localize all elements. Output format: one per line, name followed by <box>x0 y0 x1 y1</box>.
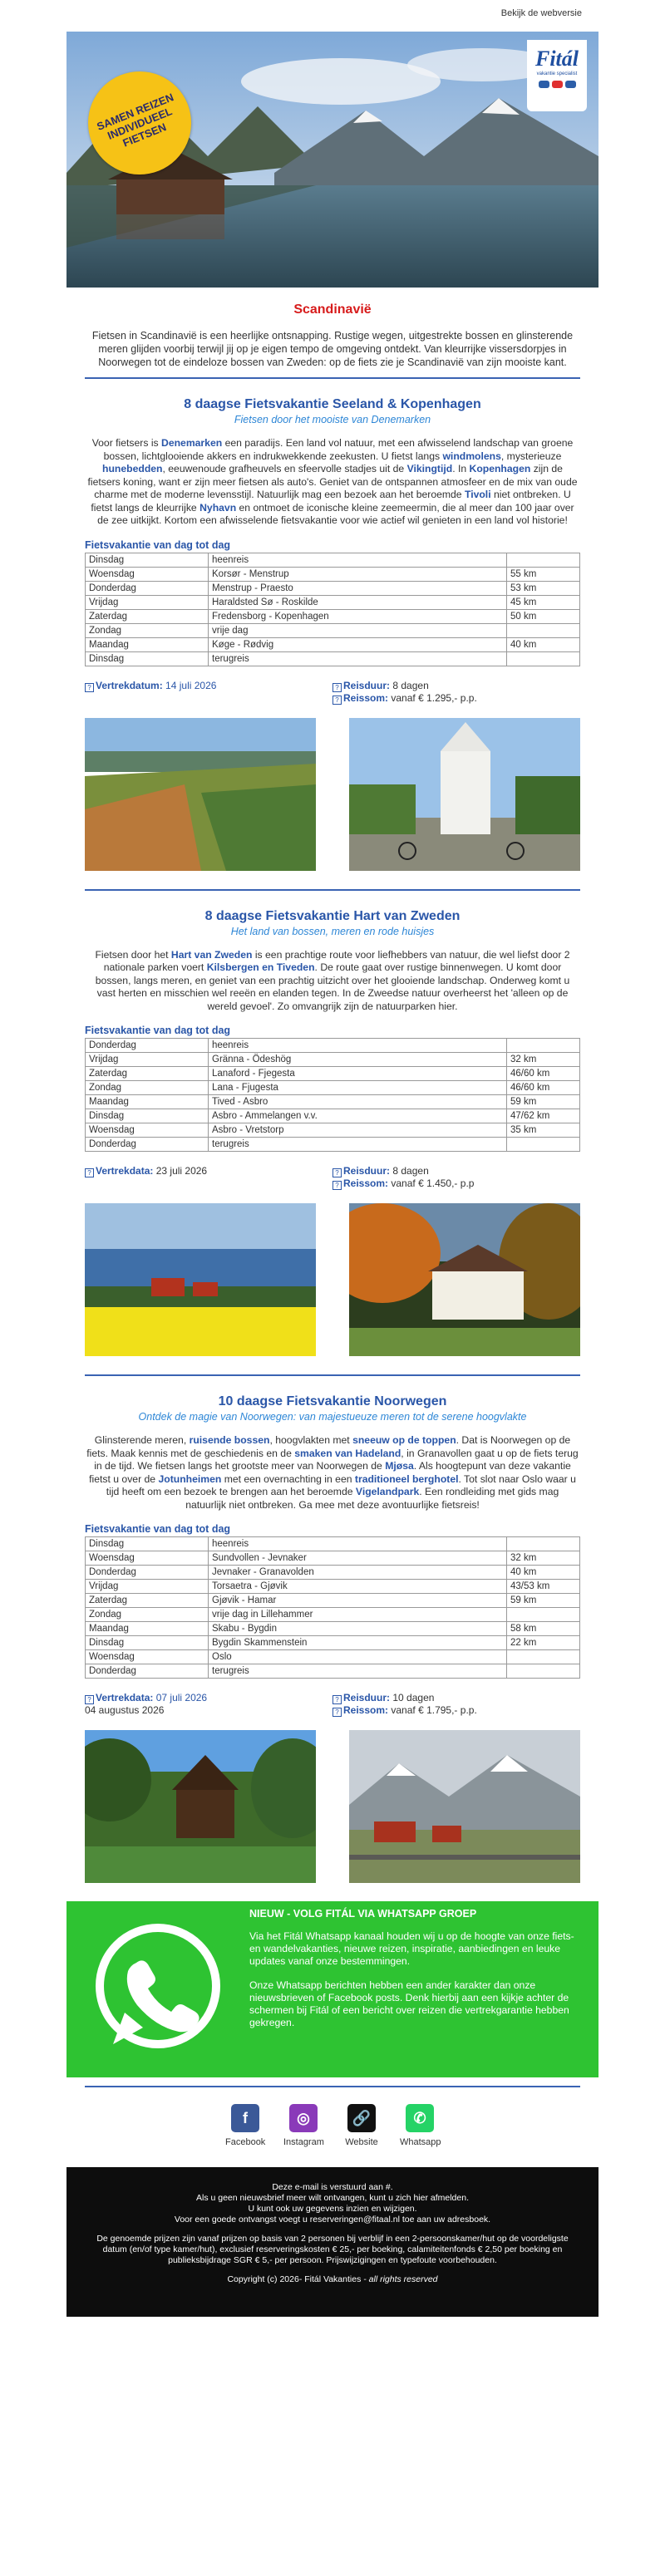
photo-fields[interactable] <box>85 718 316 871</box>
trip-meta: ? Vertrekdata: 23 juli 2026 ? Reisduur: 8 dagen ? Reissom: vanaf € 1.450,- p.p <box>85 1165 580 1190</box>
schedule-title: Fietsvakantie van dag tot dag <box>85 538 231 551</box>
trip-title[interactable]: 10 daagse Fietsvakantie Noorwegen <box>218 1394 447 1408</box>
social-website[interactable]: 🔗 Website <box>342 2104 382 2147</box>
whatsapp-promo <box>66 1901 598 2077</box>
trip-seeland-kopenhagen <box>66 379 598 871</box>
table-row: Maandag Skabu - Bygdin 58 km <box>86 1622 580 1636</box>
trip-description: Glinsterende meren, ruisende bossen, hoogvlakten met sneeuw op de toppen. Dat is Noorwegen op de fiets. Maak kennis met de geschiedenis en de smaken van Hadeland, in Granavollen gaat u op de fiets terug in de tijd. We fietsen langs het grootste meer van Noorwegen de Mjøsa. Als hoogtepunt van deze vakantie fietst u over de Jotunheimen met een overnachting in een traditioneel berghotel. Tot slot naar Oslo waar u tijd heeft om een bezoek te brengen aan het beroemde Vigelandpark. Een rondleiding met gids mag natuurlijk niet ontbreken. Ga mee met deze avontuurlijke fietsreis! <box>86 1434 579 1511</box>
duration: 10 dagen <box>392 1692 435 1703</box>
table-row: Dinsdag Asbro - Ammelangen v.v. 47/62 km <box>86 1109 580 1123</box>
info-icon: ? <box>332 1181 342 1190</box>
table-row: Woensdag Oslo <box>86 1650 580 1664</box>
info-icon: ? <box>332 683 342 692</box>
trip-photos <box>85 718 580 871</box>
trip-description: Fietsen door het Hart van Zweden is een prachtige route voor liefhebbers van natuur, die wel liefst door 2 nationale parken voert Kilsbergen en Tiveden. De route gaat over rustige binnenwegen. U komt door bossen, langs meren, en geniet van een prachtig uitzicht over het glooiende landschap. Onderweg komt u vast herten en misschien wel reeën en elanden tegen. In de Zweedse natuur overheerst het 'alleen op de wereld gevoel'. Zo omvangrijk zijn de natuurparken hier. <box>95 948 570 1012</box>
info-icon: ? <box>332 1708 342 1717</box>
table-row: Vrijdag Haraldsted Sø - Roskilde 45 km <box>86 595 580 609</box>
table-row: Donderdag Menstrup - Praesto 53 km <box>86 581 580 595</box>
duration: 8 dagen <box>392 1165 429 1177</box>
trip-title[interactable]: 8 daagse Fietsvakantie Seeland & Kopenhagen <box>184 397 481 411</box>
trip-title[interactable]: 8 daagse Fietsvakantie Hart van Zweden <box>204 908 461 923</box>
schedule-title: Fietsvakantie van dag tot dag <box>85 1025 231 1036</box>
table-row: Dinsdag heenreis <box>86 1537 580 1551</box>
price: vanaf € 1.295,- p.p. <box>391 691 477 704</box>
topbar <box>66 0 598 32</box>
info-icon: ? <box>332 1695 342 1704</box>
trip-photos <box>85 1730 580 1883</box>
social-instagram[interactable]: ◎ Instagram <box>283 2104 323 2147</box>
whatsapp-icon[interactable] <box>66 1901 249 2077</box>
table-row: Woensdag Korsør - Menstrup 55 km <box>86 567 580 581</box>
info-icon: ? <box>85 1168 94 1177</box>
table-row: Dinsdag Bygdin Skammenstein 22 km <box>86 1636 580 1650</box>
table-row: Maandag Køge - Rødvig 40 km <box>86 637 580 651</box>
whatsapp-small-icon: ✆ <box>406 2104 434 2132</box>
schedule-title: Fietsvakantie van dag tot dag <box>85 1523 231 1535</box>
table-row: Zondag vrije dag <box>86 623 580 637</box>
info-icon: ? <box>85 683 94 692</box>
copyright: Copyright (c) 2026- Fitál Vakanties - all rights reserved <box>227 2274 438 2284</box>
info-icon: ? <box>85 1695 94 1704</box>
table-row: Zaterdag Fredensborg - Kopenhagen 50 km <box>86 609 580 623</box>
table-row: Donderdag terugreis <box>86 1664 580 1679</box>
trip-subtitle: Het land van bossen, meren en rode huisjes <box>230 925 435 937</box>
trip-subtitle: Ontdek de magie van Noorwegen: van majestueuze meren tot de serene hoogvlakte <box>138 1411 527 1423</box>
intro-text: Fietsen in Scandinavië is een heerlijke ontsnapping. Rustige wegen, uitgestrekte bossen en glinsterende meren glijden voorbij terwijl jij op je eigen tempo de omgeving ontdekt. Van kleurrijke vissersdorpjes in Noorwegen tot de eindeloze bossen van Zweden: op de fiets zie je Scandinavië van zijn mooiste kant. <box>91 330 574 368</box>
price: vanaf € 1.795,- p.p. <box>391 1704 477 1716</box>
schedule-table <box>85 553 580 666</box>
table-row: Donderdag heenreis <box>86 1039 580 1053</box>
hero-banner <box>66 32 598 288</box>
table-row: Zondag vrije dag in Lillehammer <box>86 1608 580 1622</box>
price: vanaf € 1.450,- p.p <box>391 1177 475 1189</box>
departure-date: 07 juli 2026 <box>155 1692 208 1703</box>
table-row: Zondag Lana - Fjugesta 46/60 km <box>86 1081 580 1095</box>
table-row: Vrijdag Gränna - Ödeshög 32 km <box>86 1053 580 1067</box>
webversion-link[interactable]: Bekijk de webversie <box>500 8 582 18</box>
table-row: Donderdag Jevnaker - Granavolden 40 km <box>86 1566 580 1580</box>
divider <box>85 2086 580 2087</box>
fital-logo[interactable]: Fitál vakantie specialist <box>527 40 587 111</box>
whatsapp-paragraph-1: Via het Fitál Whatsapp kanaal houden wij u op de hoogte van onze fiets- en wandelvakanties, nieuwe reizen, inspiratie, aanbiedingen en leuke updates vanaf onze bestemmingen. <box>249 1930 574 1967</box>
schedule-table <box>85 1038 580 1152</box>
table-row: Donderdag terugreis <box>86 1138 580 1152</box>
social-links <box>66 2104 598 2147</box>
intro-title: Scandinavië <box>293 302 372 317</box>
newsletter <box>66 0 598 2317</box>
instagram-icon: ◎ <box>289 2104 318 2132</box>
duration: 8 dagen <box>392 679 429 691</box>
trip-description: Voor fietsers is Denemarken een paradijs. Een land vol natuur, met een afwisselend landschap van groene bossen, lichtglooiende akkers en indrukwekkende zeekusten. U fietst langs windmolens, mysterieuze hunebedden, eeuwenoude grafheuvels en sfeervolle stadjes uit de Vikingtijd. In Kopenhagen zijn de fietsers koning, want er zijn meer fietsen als auto's. Geniet van de ontspannen atmosfeer en de mix van oude charme met de moderne levensstijl. Natuurlijk mag een bezoek aan het beroemde Tivoli niet ontbreken. U fietst langs de kleurrijke Nyhavn en ontmoet de iconische kleine zeemeermin, die al meer dan 100 jaar over de zee uitkijkt. Kortom een afwisselende fietsvakantie voor wie actief wil genieten in een land vol historie! <box>87 437 578 526</box>
social-whatsapp[interactable]: ✆ Whatsapp <box>400 2104 440 2147</box>
trip-noorwegen <box>66 1376 598 1883</box>
info-icon: ? <box>332 1168 342 1177</box>
trip-photos <box>85 1203 580 1356</box>
table-row: Maandag Tived - Asbro 59 km <box>86 1095 580 1109</box>
whatsapp-heading[interactable]: NIEUW - VOLG FITÁL VIA WHATSAPP GROEP <box>249 1908 477 1920</box>
table-row: Zaterdag Lanaford - Fjegesta 46/60 km <box>86 1067 580 1081</box>
manage-data-link[interactable]: U kunt ook uw gegevens inzien en wijzigen. <box>248 2204 417 2214</box>
footer-disclaimer: De genoemde prijzen zijn vanaf prijzen op basis van 2 personen bij verblijf in een 2-persoonskamer/hut op de voordeligste datum (en/of type kamer/hut), exclusief reserveringskosten € 25,- per boeking, calamiteitenfonds € 2,50 per boeking en publieksbijdrage SGR € 5,- per persoon. Prijswijzigingen en typefoute voorbehouden. <box>96 2234 569 2265</box>
table-row: Woensdag Asbro - Vretstorp 35 km <box>86 1123 580 1138</box>
info-icon: ? <box>332 696 342 705</box>
unsubscribe-link[interactable]: Als u geen nieuwsbrief meer wilt ontvangen, kunt u zich hier afmelden. <box>195 2193 469 2203</box>
trip-meta: ? Vertrekdatum: 14 juli 2026 ? Reisduur: 8 dagen ? Reissom: vanaf € 1.295,- p.p. <box>85 680 580 705</box>
footer <box>66 2167 598 2317</box>
departure-date: 14 juli 2026 <box>165 679 217 691</box>
table-row: Vrijdag Torsaetra - Gjøvik 43/53 km <box>86 1580 580 1594</box>
photo-stave-church[interactable] <box>85 1730 316 1883</box>
photo-lake-rapeseed[interactable] <box>85 1203 316 1356</box>
table-row: Woensdag Sundvollen - Jevnaker 32 km <box>86 1551 580 1566</box>
trip-hart-van-zweden <box>66 891 598 1357</box>
whatsapp-text <box>249 1901 582 2077</box>
photo-manor-autumn[interactable] <box>349 1203 580 1356</box>
departure-date: 23 juli 2026 <box>155 1165 208 1177</box>
link-icon: 🔗 <box>347 2104 376 2132</box>
table-row: Dinsdag terugreis <box>86 651 580 666</box>
trip-meta: ? Vertrekdata: 07 juli 2026 04 augustus 2026 ? Reisduur: 10 dagen ? Reissom: vanaf € 1.795,- p.p. <box>85 1692 477 1716</box>
footer-addressbook: Voor een goede ontvangst voegt u reserveringen@fitaal.nl toe aan uw adresboek. <box>174 2215 491 2225</box>
departure-date-2: 04 augustus 2026 <box>85 1704 165 1716</box>
photo-highlands[interactable] <box>349 1730 580 1883</box>
table-row: Zaterdag Gjøvik - Hamar 59 km <box>86 1594 580 1608</box>
social-facebook[interactable]: f Facebook <box>225 2104 265 2147</box>
promo-badge: SAMEN REIZEN INDIVIDUEEL FIETSEN <box>72 56 206 189</box>
trip-subtitle: Fietsen door het mooiste van Denemarken <box>234 414 431 425</box>
schedule-table <box>85 1536 580 1679</box>
photo-church-cyclists[interactable] <box>349 718 580 871</box>
footer-sent-to: Deze e-mail is verstuurd aan #. <box>272 2182 393 2192</box>
table-row: Dinsdag heenreis <box>86 553 580 567</box>
facebook-icon: f <box>231 2104 259 2132</box>
whatsapp-paragraph-2: Onze Whatsapp berichten hebben een ander karakter dan onze nieuwsbrieven of Facebook posts. Denk hierbij aan een kijkje achter de schermen bij Fitál of een bericht over reizen die vertrekgarantie hebben gekregen. <box>249 1979 569 2028</box>
